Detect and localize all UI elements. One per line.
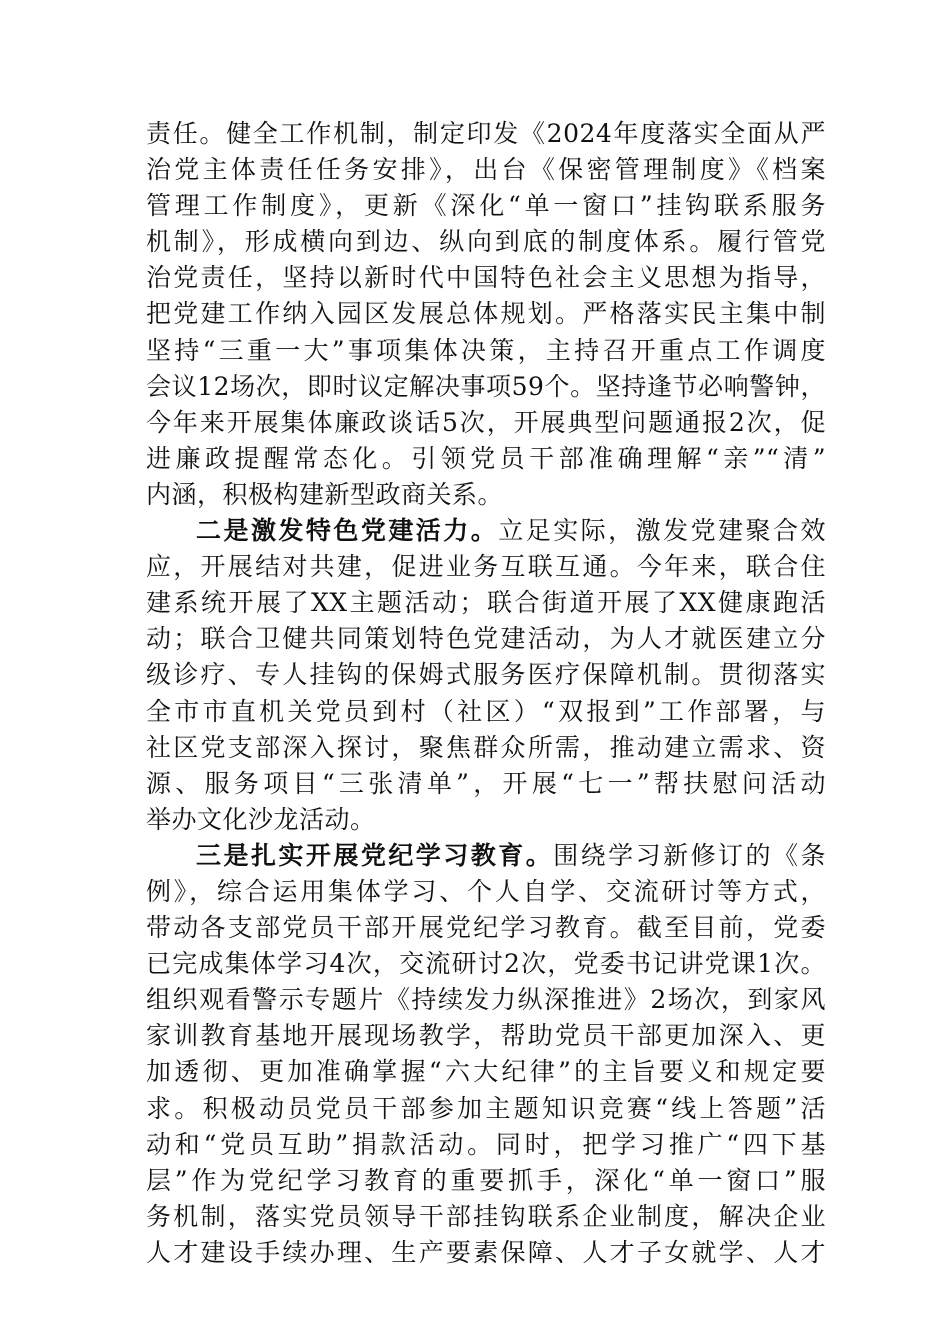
text-line: 带动各支部党员干部开展党纪学习教育。截至目前，党委 xyxy=(146,913,826,943)
text-line: 务机制，落实党员领导干部挂钩联系企业制度，解决企业 xyxy=(146,1201,826,1231)
text-line: 求。积极动员党员干部参加主题知识竞赛“线上答题”活 xyxy=(146,1093,826,1123)
text-line: 进廉政提醒常态化。引领党员干部准确理解“亲”“清” xyxy=(146,443,826,473)
text-line: 建系统开展了XX主题活动；联合街道开展了XX健康跑活 xyxy=(146,588,826,618)
text-line: 治党责任，坚持以新时代中国特色社会主义思想为指导， xyxy=(146,263,826,293)
text-line: 层”作为党纪学习教育的重要抓手，深化“单一窗口”服 xyxy=(146,1165,826,1195)
text-line: 举办文化沙龙活动。 xyxy=(146,804,376,834)
text-line: 组织观看警示专题片《持续发力纵深推进》2场次，到家风 xyxy=(146,985,826,1015)
text-line: 全市市直机关党员到村（社区）“双报到”工作部署，与 xyxy=(146,696,826,726)
text-line: 动和“党员互助”捐款活动。同时，把学习推广“四下基 xyxy=(146,1129,826,1159)
text-line: 源、服务项目“三张清单”，开展“七一”帮扶慰问活动 xyxy=(146,768,826,798)
text-line: 动；联合卫健共同策划特色党建活动，为人才就医建立分 xyxy=(146,624,826,654)
paragraph-text: 围绕学习新修订的《条 xyxy=(553,840,826,870)
paragraph-heading: 二是激发特色党建活力。 xyxy=(196,516,499,546)
text-line: 社区党支部深入探讨，聚焦群众所需，推动建立需求、资 xyxy=(146,732,826,762)
text-line: 人才建设手续办理、生产要素保障、人才子女就学、人才 xyxy=(146,1237,826,1267)
text-line: 会议12场次，即时议定解决事项59个。坚持逢节必响警钟， xyxy=(146,371,826,401)
text-line: 家训教育基地开展现场教学，帮助党员干部更加深入、更 xyxy=(146,1021,826,1051)
text-line: 管理工作制度》，更新《深化“单一窗口”挂钩联系服务 xyxy=(146,191,826,221)
text-line: 已完成集体学习4次，交流研讨2次，党委书记讲党课1次。 xyxy=(146,949,826,979)
text-line: 内涵，积极构建新型政商关系。 xyxy=(146,479,504,509)
text-line: 坚持“三重一大”事项集体决策，主持召开重点工作调度 xyxy=(146,335,826,365)
text-line: 级诊疗、专人挂钩的保姆式服务医疗保障机制。贯彻落实 xyxy=(146,660,826,690)
paragraph-heading-line xyxy=(146,838,826,874)
text-line: 应，开展结对共建，促进业务互联互通。今年来，联合住 xyxy=(146,552,826,582)
paragraph-heading: 三是扎实开展党纪学习教育。 xyxy=(196,840,554,870)
text-line: 例》，综合运用集体学习、个人自学、交流研讨等方式， xyxy=(146,876,826,906)
document-body xyxy=(146,116,826,1271)
text-line: 今年来开展集体廉政谈话5次，开展典型问题通报2次，促 xyxy=(146,407,826,437)
text-line: 机制》，形成横向到边、纵向到底的制度体系。履行管党 xyxy=(146,227,826,257)
paragraph-text: 立足实际，激发党建聚合效 xyxy=(498,516,826,546)
text-line: 治党主体责任任务安排》，出台《保密管理制度》《档案 xyxy=(146,155,826,185)
text-line: 把党建工作纳入园区发展总体规划。严格落实民主集中制 xyxy=(146,299,826,329)
text-line: 加透彻、更加准确掌握“六大纪律”的主旨要义和规定要 xyxy=(146,1057,826,1087)
paragraph-heading-line xyxy=(146,513,826,549)
text-line: 责任。健全工作机制，制定印发《2024年度落实全面从严 xyxy=(146,119,826,148)
